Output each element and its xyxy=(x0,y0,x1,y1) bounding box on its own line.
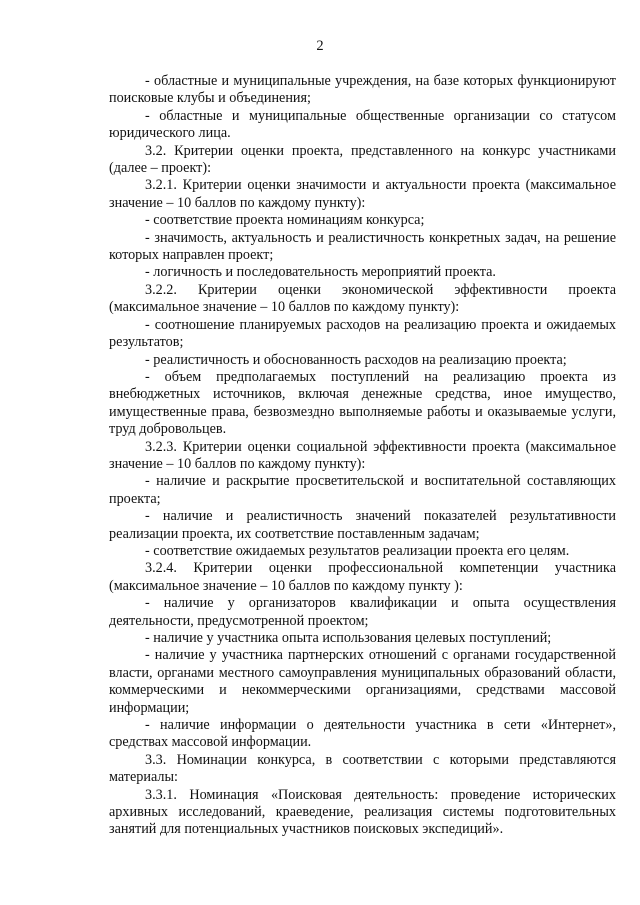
list-item: - реалистичность и обоснованность расходов на реализацию проекта; xyxy=(145,351,567,368)
paragraph-3-2-3-heading: 3.2.3. Критерии оценки социальной эффективности проекта (максимальное значение – 10 баллов по каждому пункту): xyxy=(109,438,616,472)
paragraph-3-2-heading: 3.2. Критерии оценки проекта, представленного на конкурс участниками (далее – проект): xyxy=(109,142,616,177)
page-number: 2 xyxy=(316,38,324,54)
list-item: - объем предполагаемых поступлений на реализацию проекта из внебюджетных источников, включая денежные средства, иное имущество, имущественные права, безвозмездно выполняемые работы и оказываемые услуги, труд добровольцев. xyxy=(109,368,616,438)
document-body xyxy=(109,73,616,839)
paragraph-3-3-1-nomination: 3.3.1. Номинация «Поисковая деятельность: проведение исторических архивных исследований, краеведение, реализация системы подготовительных занятий для потенциальных участников поисковых экспедиций». xyxy=(109,786,616,838)
paragraph-public-organizations: - областные и муниципальные общественные организации со статусом юридического лица. xyxy=(109,107,616,142)
list-item: - наличие и реалистичность значений показателей результативности реализации проекта, их соответствие поставленным задачам; xyxy=(109,508,616,542)
list-item: - соответствие ожидаемых результатов реализации проекта его целям. xyxy=(145,542,570,559)
list-item: - соотношение планируемых расходов на реализацию проекта и ожидаемых результатов; xyxy=(109,316,616,351)
list-item: - наличие и раскрытие просветительской и воспитательной составляющих проекта; xyxy=(109,473,616,507)
list-item: - наличие у организаторов квалификации и опыта осуществления деятельности, предусмотренной проектом; xyxy=(109,595,616,629)
list-item: - наличие у участника опыта использования целевых поступлений; xyxy=(145,630,552,646)
paragraph-3-2-1-heading: 3.2.1. Критерии оценки значимости и актуальности проекта (максимальное значение – 10 баллов по каждому пункту): xyxy=(109,177,616,211)
list-item: - значимость, актуальность и реалистичность конкретных задач, на решение которых направлен проект; xyxy=(109,229,616,264)
list-item: - соответствие проекта номинациям конкурса; xyxy=(145,212,425,229)
paragraph-3-2-4-heading: 3.2.4. Критерии оценки профессиональной компетенции участника (максимальное значение – 10 баллов по каждому пункту ): xyxy=(109,560,616,594)
list-item: - наличие у участника партнерских отношений с органами государственной власти, органами местного самоуправления муниципальных образований области, коммерческими и некоммерческими организациями, средствами массовой информации; xyxy=(109,647,616,716)
list-item: - наличие информации о деятельности участника в сети «Интернет», средствах массовой информации. xyxy=(109,717,616,751)
list-item: - логичность и последовательность мероприятий проекта. xyxy=(145,264,496,281)
paragraph-institutions: - областные и муниципальные учреждения, на базе которых функционируют поисковые клубы и объединения; xyxy=(109,73,616,107)
paragraph-3-2-2-heading: 3.2.2. Критерии оценки экономической эффективности проекта (максимальное значение – 10 баллов по каждому пункту): xyxy=(109,281,616,316)
paragraph-3-3-heading: 3.3. Номинации конкурса, в соответствии с которыми представляются материалы: xyxy=(109,751,616,786)
